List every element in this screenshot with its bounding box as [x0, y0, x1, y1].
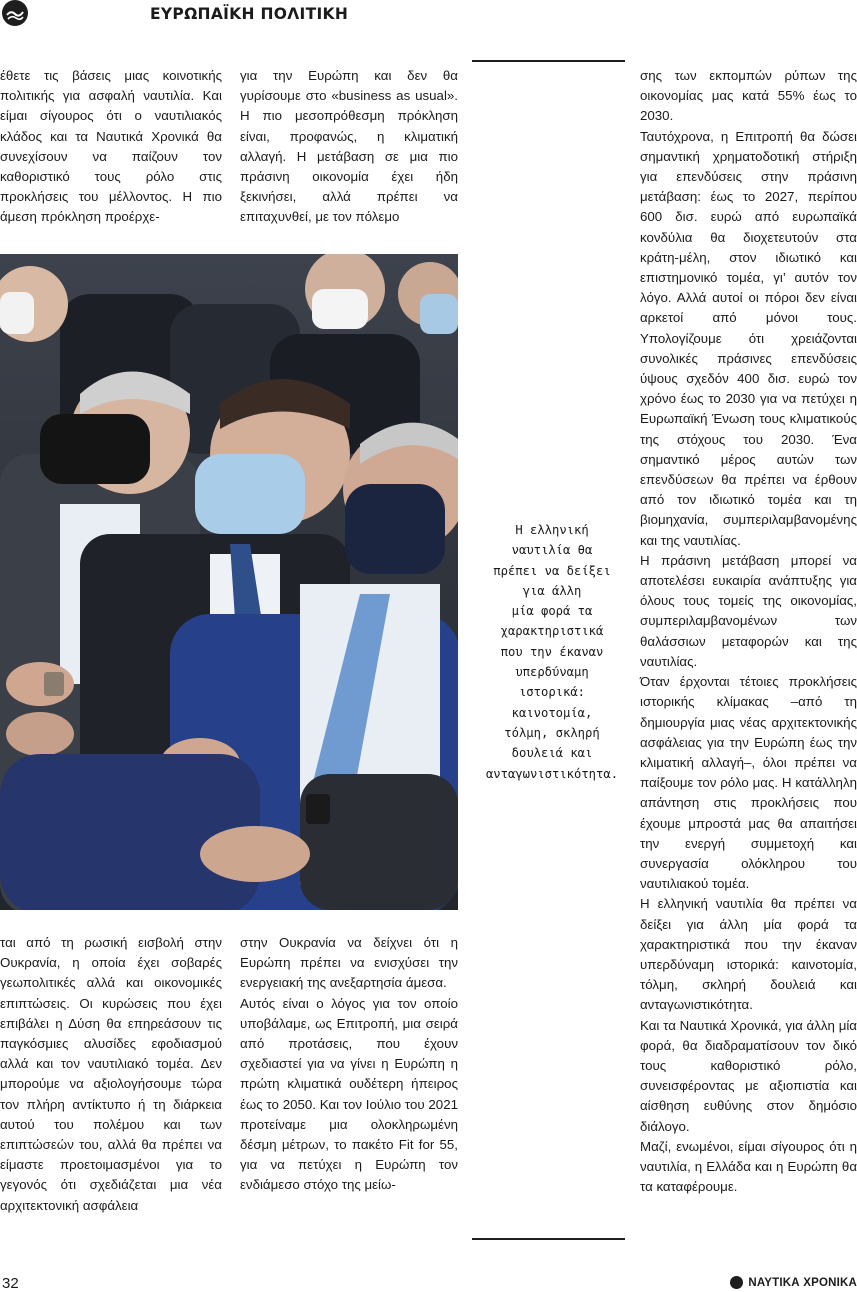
- audience-photo: [0, 254, 458, 910]
- pullquote-line: που την έκαναν: [500, 644, 604, 659]
- paragraph: στην Ουκρανία να δείχνει ότι η Ευρώπη πρέπει να ενισχύσει την ενεργειακή της ανεξαρτησία άμεσα.: [240, 935, 458, 991]
- pullquote-line: για άλλη: [522, 583, 582, 598]
- paragraph: ται από τη ρωσική εισβολή στην Ουκρανία, η οποία έχει σοβαρές γεωπολιτικές αλλά και οικονομικές επιπτώσεις. Οι κυρώσεις που έχει επιβάλει η Δύση θα επηρεάσουν τις παγκόσμιες αλυσίδες εφοδιασμού αλλά και τον ναυτιλιακό τομέα. Δεν μπορούμε να αξιολογήσουμε τώρα τον πλήρη αντίκτυπο ή τη διάρκεια αυτού του πολέμου και των επιπτώσεών του, αλλά θα πρέπει να είμαστε προετοιμασμένοι για το γεγονός ότι σχεδιάζεται μια νέα αρχιτεκτονική ασφάλεια: [0, 935, 222, 1213]
- paragraph: Η πράσινη μετάβαση μπορεί να αποτελέσει ευκαιρία ανάπτυξης για όλους τους τομείς της οικονομίας, συμπεριλαμβανομένων των θαλάσσιων μεταφορών και της ναυτιλίας.: [640, 552, 857, 669]
- paragraph: Όταν έρχονται τέτοιες προκλήσεις ιστορικής κλίμακας –από τη δημιουργία μιας νέας αρχιτεκτονικής ασφάλειας για την Ευρώπη έως την κλιματική αλλαγή–, όλοι πρέπει να παίξουμε τον ρόλο μας. Η κατάλληλη απάντηση στις προκλήσεις που έχουμε μπροστά μας θα απαιτήσει την ενεργή συμμετοχή και συνεργασία ολόκληρου του ναυτιλιακού τομέα.: [640, 674, 857, 892]
- paragraph: Και τα Ναυτικά Χρονικά, για άλλη μία φορά, θα διαδραματίσουν τον δικό τους καθοριστικό ρόλο, συνεισφέροντας με αξιοπιστία και αίσθηση ευθύνης στον δημόσιο διάλογο.: [640, 1017, 857, 1134]
- pullquote-rule-top: [472, 60, 625, 62]
- footer-brand: [730, 1276, 857, 1289]
- column-2-bottom: [240, 933, 458, 1196]
- pullquote-line: τόλμη, σκληρή: [504, 725, 600, 740]
- paragraph: έθετε τις βάσεις μιας κοινοτικής πολιτικής για ασφαλή ναυτιλία. Και είμαι σίγουρος ότι ο ναυτιλιακός κλάδος και τα Ναυτικά Χρονικά θα συνεχίσουν να παίζουν τον καθοριστικό τους ρόλο στις προκλήσεις του μέλλοντος. Η πιο άμεση πρόκληση προέρχε-: [0, 68, 222, 225]
- brand-name: ΝΑΥΤΙΚΑ ΧΡΟΝΙΚΑ: [748, 1276, 857, 1289]
- column-1-bottom: [0, 933, 222, 1216]
- pullquote: [474, 520, 630, 784]
- column-1-top: [0, 66, 222, 228]
- paragraph: Αυτός είναι ο λόγος για τον οποίο υποβάλαμε, ως Επιτροπή, μια σειρά από προτάσεις, που έχουν σχεδιαστεί για να γίνει η Ευρώπη η πρώτη κλιματικά ουδέτερη ήπειρος έως το 2050. Και τον Ιούλιο του 2021 προτείναμε μια ολοκληρωμένη δέσμη μέτρων, το πακέτο Fit for 55, για να πετύχει η Ευρώπη τον ενδιάμεσο στόχο της μείω-: [240, 995, 458, 1193]
- pullquote-line: δουλειά και: [511, 746, 593, 761]
- pullquote-line: ανταγωνιστικότητα.: [485, 766, 619, 781]
- wave-logo-icon: [2, 0, 28, 26]
- pullquote-line: χαρακτηριστικά: [500, 624, 604, 639]
- paragraph: Μαζί, ενωμένοι, είμαι σίγουρος ότι η ναυτιλία, η Ελλάδα και η Ευρώπη θα τα καταφέρουμε.: [640, 1138, 857, 1195]
- paragraph: σης των εκπομπών ρύπων της οικονομίας μας κατά 55% έως το 2030.: [640, 68, 857, 124]
- wave-logo-icon: [730, 1276, 743, 1289]
- paragraph: για την Ευρώπη και δεν θα γυρίσουμε στο «business as usual». Η πιο μεσοπρόθεσμη πρόκληση είναι, προφανώς, η κλιματική αλλαγή. Η μετάβαση σε μια πιο πράσινη οικονομία έχει ήδη ξεκινήσει, αλλά πρέπει να επιταχυνθεί, με τον πόλεμο: [240, 68, 458, 225]
- column-4: [640, 66, 857, 1197]
- page-number: 32: [2, 1275, 19, 1292]
- pullquote-line: Η ελληνική: [515, 523, 589, 537]
- pullquote-line: ιστορικά:: [518, 685, 586, 700]
- pullquote-line: ναυτιλία θα: [511, 543, 593, 558]
- section-title: ΕΥΡΩΠΑΪΚΗ ΠΟΛΙΤΙΚΗ: [150, 5, 349, 23]
- paragraph: Η ελληνική ναυτιλία θα πρέπει να δείξει για άλλη μία φορά τα χαρακτηριστικά που την έκαναν υπερδύναμη ιστορικά: καινοτομία, τόλμη, σκληρή δουλειά και ανταγωνιστικότητα.: [640, 896, 857, 1013]
- pullquote-line: καινοτομία,: [511, 705, 593, 720]
- pullquote-rule-bottom: [472, 1238, 625, 1240]
- paragraph: Ταυτόχρονα, η Επιτροπή θα δώσει σημαντική χρηματοδοτική στήριξη για επενδύσεις στην πράσινη μετάβαση: έως το 2027, περίπου 600 δισ. ευρώ από ευρωπαϊκά κονδύλια θα διοχετευτούν στα κράτη-μέλη, στον ιδιωτικό και επιστημονικό τομέα, γι’ αυτόν τον λόγο. Αλλά αυτοί οι πόροι δεν είναι αρκετοί από μόνοι τους. Υπολογίζουμε ότι χρειάζονται συνολικές πράσινες επενδύσεις ύψους σχεδόν 400 δισ. ευρώ τον χρόνο έως το 2030 για να πετύχει η Ευρωπαϊκή Ένωση τους κλιματικούς της στόχους του 2030. Ένα σημαντικό μέρος αυτών των επενδύσεων θα πρέπει να έρθουν από τον ιδιωτικό τομέα και τη βιομηχανία, συμπεριλαμβανομένης και της ναυτιλίας.: [640, 128, 857, 548]
- column-2-top: [240, 66, 458, 228]
- pullquote-line: μία φορά τα: [511, 604, 593, 619]
- pullquote-line: πρέπει να δείξει: [493, 563, 611, 578]
- pullquote-line: υπερδύναμη: [515, 665, 589, 680]
